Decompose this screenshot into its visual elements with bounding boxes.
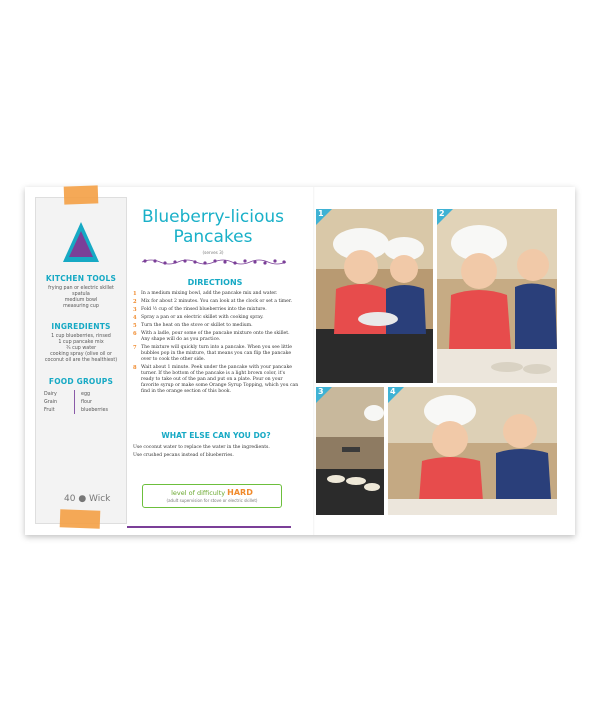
step-text: Fold ½ cup of the rinsed blueberries into the mixture. xyxy=(141,307,267,312)
photo-1 xyxy=(316,209,433,383)
step-number: 1 xyxy=(133,291,137,297)
food-group-row xyxy=(44,390,118,398)
recipe-sidebar xyxy=(35,197,127,524)
photo-number: 4 xyxy=(390,387,396,396)
recipe-title-line: Blueberry-licious xyxy=(142,207,284,227)
food-group-row xyxy=(44,398,118,406)
direction-step xyxy=(133,315,299,321)
difficulty-value: HARD xyxy=(227,488,253,497)
photo-3-image xyxy=(316,387,384,515)
step-number: 4 xyxy=(133,315,137,321)
direction-step xyxy=(133,331,299,343)
ingredient-item: ¾ cup water xyxy=(65,346,97,351)
ingredient-item: coconut oil are the healthiest) xyxy=(44,358,118,363)
photo-4 xyxy=(388,387,557,515)
step-number: 8 xyxy=(133,365,137,371)
direction-step xyxy=(133,291,299,297)
food-group-item: blueberries xyxy=(81,407,109,413)
photo-number: 2 xyxy=(439,209,445,218)
difficulty-label: level of difficulty xyxy=(171,489,226,497)
photo-badge xyxy=(316,387,332,403)
difficulty-note: (adult supervision for stove or electric skillet) xyxy=(166,498,258,503)
step-text: Wait about 1 minute. Peek under the pancake with your pancake turner. If the bottom of the pancake is a light brown color, it's ready to take out of the pan and put on a plate. Pour on your favorite syrup or make some Orange Syrup Topping, which you can find in the orange section of this book. xyxy=(141,365,299,394)
photo-number: 3 xyxy=(318,387,324,396)
page-number: 40 ● Wick xyxy=(64,494,111,504)
food-group-item: egg xyxy=(81,391,91,397)
ingredient-item: 1 cup pancake mix xyxy=(58,340,104,345)
what-else-heading: WHAT ELSE CAN YOU DO? xyxy=(161,431,271,440)
food-groups-heading: FOOD GROUPS xyxy=(48,377,114,386)
what-else-item: Use crushed pecans instead of blueberries. xyxy=(133,453,234,458)
kitchen-tools-heading: KITCHEN TOOLS xyxy=(45,274,117,283)
tape-bottom xyxy=(60,509,101,528)
cookbook-spread xyxy=(25,187,575,535)
triangle-icon xyxy=(61,220,101,265)
step-number: 5 xyxy=(133,323,137,329)
photo-1-image xyxy=(316,209,433,383)
food-group-name: Dairy xyxy=(44,391,57,397)
food-group-name: Grain xyxy=(44,399,58,405)
tool-item: frying pan or electric skillet xyxy=(48,286,114,291)
page-gutter xyxy=(313,187,315,535)
step-text: Turn the heat on the stove or skillet to medium. xyxy=(141,323,253,328)
photo-number: 1 xyxy=(318,209,324,218)
step-text: With a ladle, pour some of the pancake mixture onto the skillet. Any shape will do as you practice. xyxy=(141,331,290,342)
step-number: 3 xyxy=(133,307,137,313)
direction-step xyxy=(133,307,299,313)
direction-step xyxy=(133,345,299,363)
step-text: Mix for about 2 minutes. You can look at the clock or set a timer. xyxy=(141,299,293,304)
ingredient-item: 1 cup blueberries, rinsed xyxy=(51,334,111,339)
food-groups-table xyxy=(44,390,118,414)
recipe-title-line: Pancakes xyxy=(173,227,253,247)
step-text: In a medium mixing bowl, add the pancake mix and water. xyxy=(141,291,278,296)
tool-item: medium bowl xyxy=(64,298,98,303)
food-group-name: Fruit xyxy=(44,407,55,413)
kitchen-tools-list xyxy=(36,286,126,310)
food-group-divider xyxy=(74,406,75,414)
photo-badge xyxy=(437,209,453,225)
food-group-row xyxy=(44,406,118,414)
food-group-divider xyxy=(74,390,75,398)
direction-step xyxy=(133,299,299,305)
step-number: 2 xyxy=(133,299,137,305)
step-text: The mixture will quickly turn into a pancake. When you see little bubbles pop in the mixture, that means you can flip the pancake over to cook the other side. xyxy=(141,345,293,362)
photo-3 xyxy=(316,387,384,515)
photo-4-image xyxy=(388,387,557,515)
photo-badge xyxy=(388,387,404,403)
ingredients-heading: INGREDIENTS xyxy=(51,322,111,331)
directions-heading: DIRECTIONS xyxy=(187,278,243,287)
step-text: Spray a pan or an electric skillet with cooking spray. xyxy=(141,315,264,320)
direction-step xyxy=(133,365,299,395)
step-number: 7 xyxy=(133,345,137,351)
food-group-item: flour xyxy=(81,399,92,405)
ingredients-list xyxy=(36,334,126,364)
tool-item: spatula xyxy=(72,292,90,297)
difficulty-line xyxy=(143,488,281,497)
recipe-title xyxy=(137,207,289,247)
what-else-item: Use coconut water to replace the water in the ingredients. xyxy=(133,445,270,450)
direction-step xyxy=(133,323,299,329)
directions-list xyxy=(133,291,299,397)
difficulty-box xyxy=(142,484,282,508)
what-else-list xyxy=(133,444,299,460)
serves-note: (serves 3) xyxy=(202,250,224,255)
food-group-divider xyxy=(74,398,75,406)
photo-badge xyxy=(316,209,332,225)
ingredient-item: cooking spray (olive oil or xyxy=(50,352,112,357)
tool-item: measuring cup xyxy=(63,304,99,309)
tape-top xyxy=(64,185,99,204)
step-number: 6 xyxy=(133,331,137,337)
photo-2-image xyxy=(437,209,557,383)
photo-2 xyxy=(437,209,557,383)
page-footer-bar xyxy=(127,526,291,528)
bead-divider xyxy=(141,258,287,266)
